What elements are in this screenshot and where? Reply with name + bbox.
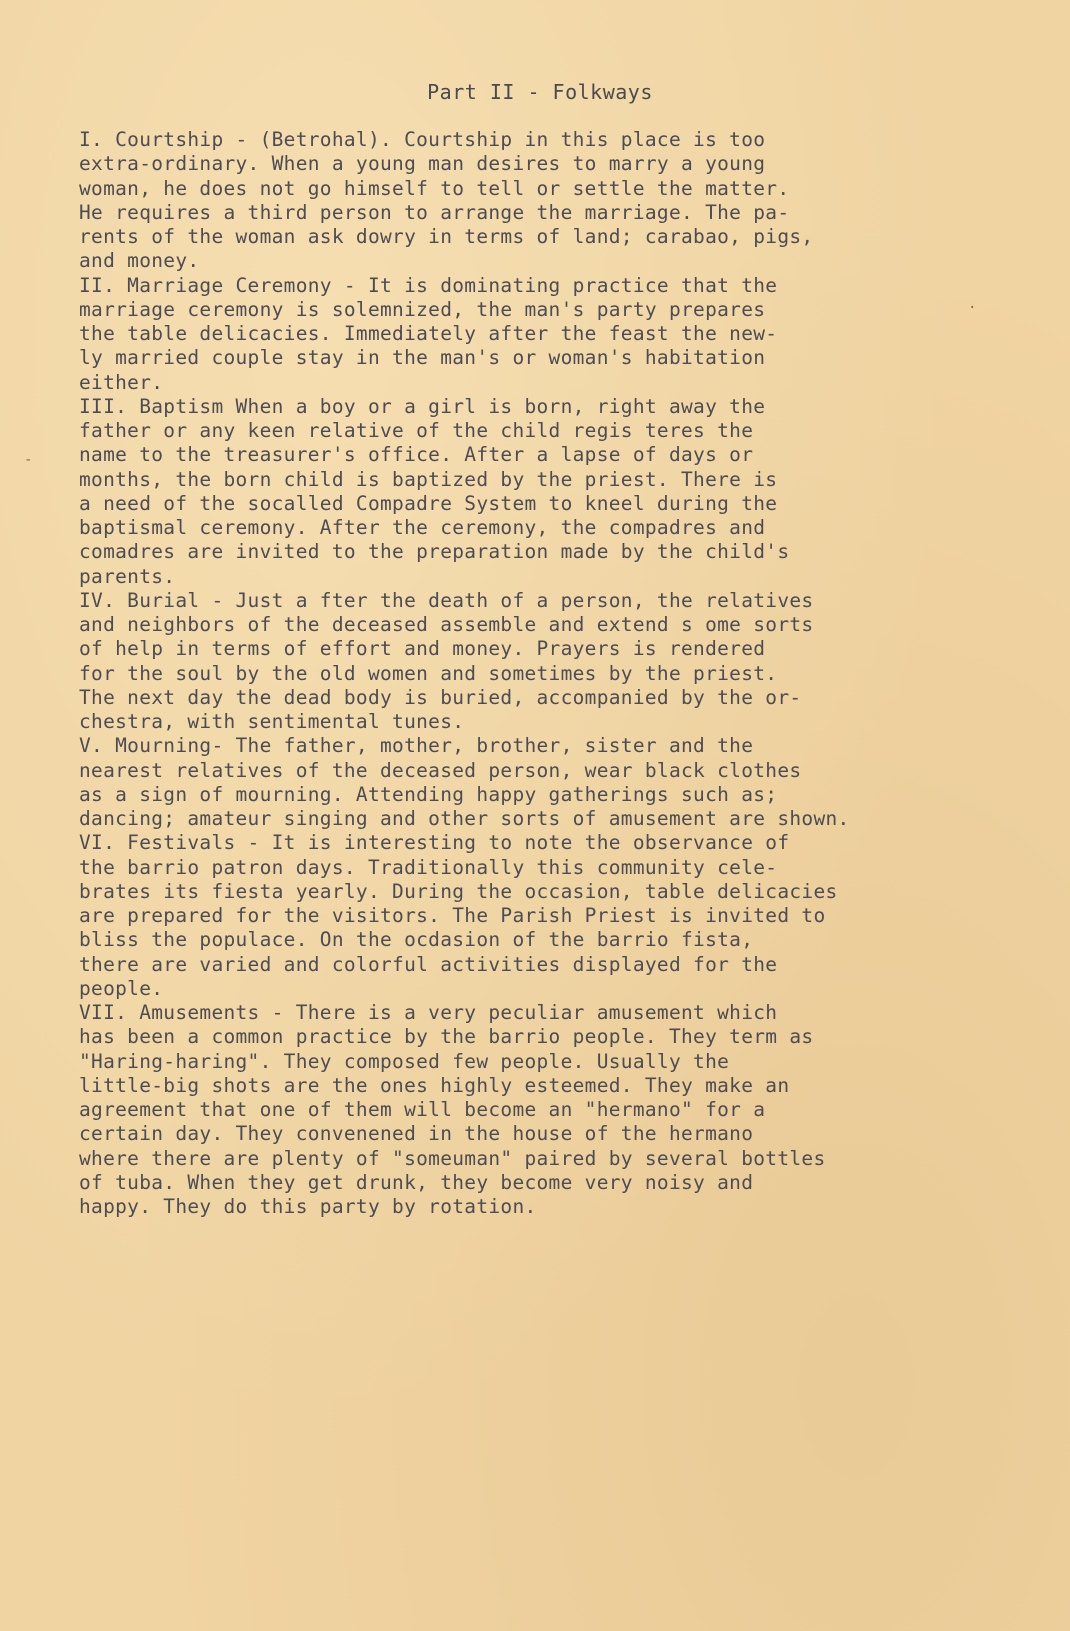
- text-line: He requires a third person to arrange the marriage. The pa-: [79, 200, 790, 224]
- text-line: nearest relatives of the deceased person, wear black clothes: [79, 758, 802, 782]
- text-line: bliss the populace. On the ocdasion of the barrio fista,: [79, 928, 754, 952]
- text-line: of tuba. When they get drunk, they become very noisy and: [79, 1170, 754, 1194]
- text-line: and neighbors of the deceased assemble and extend s ome sorts: [79, 613, 814, 636]
- text-line: baptismal ceremony. After the ceremony, the compadres and: [79, 516, 766, 539]
- text-line: chestra, with sentimental tunes.: [79, 710, 465, 733]
- text-line: rents of the woman ask dowry in terms of land; carabao, pigs,: [79, 225, 814, 248]
- text-line: I. Courtship - (Betrohal). Courtship in this place is too: [79, 128, 766, 151]
- text-line: "Haring-haring". They composed few people. Usually the: [79, 1049, 730, 1073]
- text-line: III. Baptism When a boy or a girl is born, right away the: [79, 394, 766, 418]
- text-line: The next day the dead body is buried, accompanied by the or-: [79, 685, 802, 709]
- text-line: of help in terms of effort and money. Prayers is rendered: [79, 637, 766, 661]
- text-line: are prepared for the visitors. The Parish Priest is invited to: [79, 904, 826, 927]
- text-line: the barrio patron days. Traditionally this community cele-: [79, 855, 778, 879]
- text-line: where there are plenty of "someuman" paired by several bottles: [79, 1146, 826, 1170]
- text-line: parents.: [79, 564, 176, 588]
- text-line: the table delicacies. Immediately after the feast the new-: [79, 322, 778, 345]
- text-line: comadres are invited to the preparation made by the child's: [79, 540, 790, 564]
- text-line: name to the treasurer's office. After a lapse of days or: [79, 443, 754, 467]
- text-line: father or any keen relative of the child regis teres the: [79, 419, 754, 442]
- margin-mark: .: [968, 296, 977, 312]
- text-line: agreement that one of them will become an "hermano" for a: [79, 1098, 766, 1121]
- text-line: little-big shots are the ones highly esteemed. They make an: [79, 1073, 790, 1097]
- text-line: for the soul by the old women and sometimes by the priest.: [79, 661, 778, 685]
- page-title: Part II - Folkways: [427, 80, 653, 104]
- text-line: VII. Amusements - There is a very peculiar amusement which: [79, 1001, 778, 1024]
- text-line: V. Mourning- The father, mother, brother, sister and the: [79, 734, 754, 758]
- text-line: IV. Burial - Just a fter the death of a person, the relatives: [79, 588, 814, 612]
- text-line: VI. Festivals - It is interesting to note the observance of: [79, 831, 790, 855]
- text-line: II. Marriage Ceremony - It is dominating practice that the: [79, 273, 778, 297]
- text-line: a need of the socalled Compadre System to kneel during the: [79, 491, 778, 515]
- body-text: [79, 128, 1039, 1219]
- text-line: and money.: [79, 249, 200, 273]
- text-line: marriage ceremony is solemnized, the man's party prepares: [79, 297, 766, 321]
- text-line: there are varied and colorful activities displayed for the: [79, 952, 778, 976]
- text-line: brates its fiesta yearly. During the occasion, table delicacies: [79, 879, 838, 903]
- text-line: people.: [79, 976, 164, 1000]
- text-line: extra-ordinary. When a young man desires to marry a young: [79, 152, 766, 176]
- text-line: ly married couple stay in the man's or woman's habitation: [79, 346, 766, 370]
- text-line: has been a common practice by the barrio people. They term as: [79, 1025, 814, 1049]
- text-line: either.: [79, 370, 164, 394]
- text-line: as a sign of mourning. Attending happy gatherings such as;: [79, 782, 778, 806]
- text-line: happy. They do this party by rotation.: [79, 1195, 537, 1218]
- margin-mark: -: [24, 452, 33, 468]
- text-line: dancing; amateur singing and other sorts of amusement are shown.: [79, 807, 850, 830]
- text-line: months, the born child is baptized by the priest. There is: [79, 467, 778, 491]
- text-line: certain day. They convenened in the house of the hermano: [79, 1122, 754, 1146]
- text-line: woman, he does not go himself to tell or settle the matter.: [79, 176, 790, 200]
